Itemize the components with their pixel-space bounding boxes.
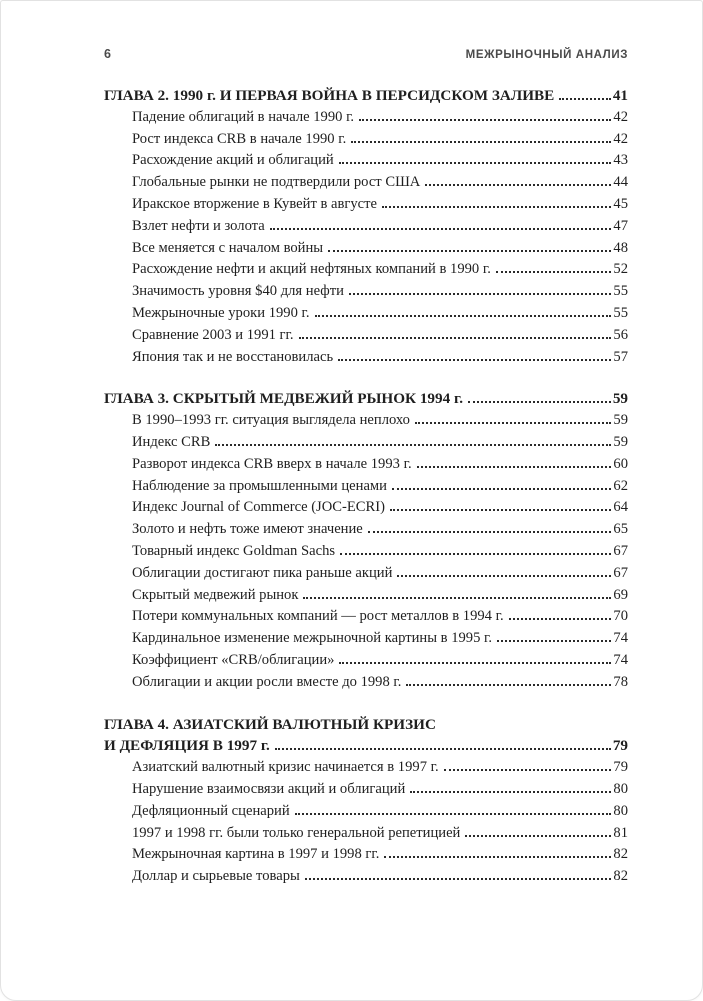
toc-chapter	[104, 85, 628, 368]
toc-entry	[104, 541, 628, 563]
toc-entry	[104, 497, 628, 519]
leader-dots	[340, 553, 611, 555]
toc-entry	[104, 129, 628, 151]
entry-page-number: 60	[613, 455, 628, 472]
leader-dots	[305, 878, 612, 880]
entry-page-number: 42	[613, 108, 628, 125]
entry-page-number: 59	[613, 412, 628, 429]
toc-entry	[104, 757, 628, 779]
toc-entry	[104, 347, 628, 369]
entry-title: Расхождение нефти и акций нефтяных компаний в 1990 г.	[132, 261, 491, 278]
entry-title: Наблюдение за промышленными ценами	[132, 477, 387, 494]
entry-title: Индекс CRB	[132, 433, 211, 450]
leader-dots	[496, 271, 612, 273]
entry-title: Кардинальное изменение межрыночной картины в 1995 г.	[132, 630, 493, 647]
leader-dots	[444, 769, 612, 771]
entry-page-number: 82	[613, 868, 628, 885]
entry-page-number: 81	[613, 824, 628, 841]
toc-entry	[104, 866, 628, 888]
leader-dots	[390, 509, 611, 511]
entry-title: Облигации и акции росли вместе до 1998 г.	[132, 673, 402, 690]
page-header	[104, 47, 628, 61]
leader-dots	[359, 119, 611, 121]
leader-dots	[425, 184, 611, 186]
entry-title: 1997 и 1998 гг. были только генеральной репетицией	[132, 824, 461, 841]
entry-title: Взлет нефти и золота	[132, 217, 265, 234]
leader-dots	[415, 422, 611, 424]
toc-entry	[104, 107, 628, 129]
entry-title: Азиатский валютный кризис начинается в 1997 г.	[132, 759, 439, 776]
leader-dots	[295, 813, 612, 815]
leader-dots	[215, 444, 611, 446]
chapter-heading	[104, 714, 628, 758]
entry-title: В 1990–1993 гг. ситуация выглядела неплохо	[132, 412, 410, 429]
toc-entry	[104, 325, 628, 347]
chapter-page-number: 59	[612, 390, 628, 408]
leader-dots	[338, 359, 611, 361]
toc-entry	[104, 476, 628, 498]
toc-entry	[104, 432, 628, 454]
leader-dots	[406, 684, 611, 686]
leader-dots	[339, 662, 611, 664]
entry-page-number: 69	[613, 586, 628, 603]
chapter-entries	[104, 757, 628, 888]
chapter-title: ГЛАВА 2. 1990 г. И ПЕРВАЯ ВОЙНА В ПЕРСИДСКОМ ЗАЛИВЕ	[104, 87, 555, 104]
leader-dots	[497, 640, 611, 642]
entry-title: Товарный индекс Goldman Sachs	[132, 542, 336, 559]
entry-title: Сравнение 2003 и 1991 гг.	[132, 326, 294, 343]
chapter-heading-row	[104, 735, 628, 757]
leader-dots	[465, 835, 611, 837]
entry-page-number: 55	[613, 304, 628, 321]
entry-page-number: 80	[613, 802, 628, 819]
leader-dots	[382, 206, 611, 208]
entry-title: Все меняется с началом войны	[132, 239, 324, 256]
entry-title: Рост индекса CRB в начале 1990 г.	[132, 130, 347, 147]
chapter-title: И ДЕФЛЯЦИЯ В 1997 г.	[104, 737, 270, 755]
toc-entry	[104, 303, 628, 325]
toc-entry	[104, 216, 628, 238]
toc-entry	[104, 672, 628, 694]
toc-entry	[104, 150, 628, 172]
entry-title: Разворот индекса CRB вверх в начале 1993 г.	[132, 455, 412, 472]
chapter-page-number: 41	[612, 87, 628, 104]
toc-entry	[104, 259, 628, 281]
leader-dots	[349, 293, 612, 295]
leader-dots	[315, 315, 612, 317]
toc-chapter	[104, 714, 628, 888]
toc-entry	[104, 606, 628, 628]
toc-entry	[104, 194, 628, 216]
entry-title: Значимость уровня $40 для нефти	[132, 283, 344, 300]
toc-entry	[104, 172, 628, 194]
toc-entry	[104, 801, 628, 823]
entry-page-number: 67	[613, 564, 628, 581]
leader-dots	[275, 748, 611, 750]
entry-page-number: 70	[613, 608, 628, 625]
chapter-entries	[104, 410, 628, 693]
leader-dots	[509, 618, 612, 620]
toc-entry	[104, 650, 628, 672]
toc-entry	[104, 585, 628, 607]
chapter-heading	[104, 388, 628, 410]
toc-entry	[104, 628, 628, 650]
toc-entry	[104, 410, 628, 432]
chapter-page-number: 79	[612, 737, 628, 755]
entry-title: Падение облигаций в начале 1990 г.	[132, 108, 355, 125]
chapter-heading	[104, 85, 628, 107]
toc-chapter	[104, 388, 628, 693]
entry-page-number: 47	[613, 217, 628, 234]
entry-page-number: 78	[613, 673, 628, 690]
entry-page-number: 82	[613, 846, 628, 863]
entry-title: Расхождение акций и облигаций	[132, 152, 334, 169]
toc-entry	[104, 519, 628, 541]
chapter-title-line1: ГЛАВА 4. АЗИАТСКИЙ ВАЛЮТНЫЙ КРИЗИС	[104, 715, 436, 733]
entry-page-number: 42	[613, 130, 628, 147]
leader-dots	[410, 791, 611, 793]
entry-title: Доллар и сырьевые товары	[132, 868, 300, 885]
toc-entry	[104, 823, 628, 845]
leader-dots	[384, 856, 611, 858]
leader-dots	[351, 141, 611, 143]
chapter-title: ГЛАВА 3. СКРЫТЫЙ МЕДВЕЖИЙ РЫНОК 1994 г.	[104, 390, 463, 408]
leader-dots	[468, 401, 611, 403]
leader-dots	[397, 575, 611, 577]
entry-title: Золото и нефть тоже имеют значение	[132, 521, 363, 538]
entry-page-number: 59	[613, 433, 628, 450]
entry-page-number: 43	[613, 152, 628, 169]
entry-title: Межрыночная картина в 1997 и 1998 гг.	[132, 846, 380, 863]
chapter-entries	[104, 107, 628, 369]
entry-page-number: 48	[613, 239, 628, 256]
toc-entry	[104, 779, 628, 801]
leader-dots	[270, 228, 612, 230]
chapter-heading-row	[104, 85, 628, 107]
leader-dots	[328, 250, 611, 252]
entry-page-number: 79	[613, 759, 628, 776]
leader-dots	[303, 597, 611, 599]
page-number: 6	[104, 47, 111, 61]
leader-dots	[339, 162, 612, 164]
leader-dots	[559, 98, 611, 100]
entry-title: Облигации достигают пика раньше акций	[132, 564, 393, 581]
entry-title: Дефляционный сценарий	[132, 802, 290, 819]
leader-dots	[417, 466, 612, 468]
entry-title: Иракское вторжение в Кувейт в августе	[132, 195, 377, 212]
entry-page-number: 67	[613, 542, 628, 559]
entry-title: Глобальные рынки не подтвердили рост США	[132, 174, 421, 191]
toc-entry	[104, 454, 628, 476]
leader-dots	[368, 531, 612, 533]
entry-title: Индекс Journal of Commerce (JOC-ECRI)	[132, 499, 385, 516]
entry-page-number: 44	[613, 174, 628, 191]
entry-title: Япония так и не восстановилась	[132, 348, 334, 365]
entry-page-number: 62	[613, 477, 628, 494]
leader-dots	[392, 488, 611, 490]
toc-entry	[104, 563, 628, 585]
entry-title: Нарушение взаимосвязи акций и облигаций	[132, 780, 406, 797]
entry-page-number: 65	[613, 521, 628, 538]
running-header: МЕЖРЫНОЧНЫЙ АНАЛИЗ	[465, 49, 628, 61]
entry-page-number: 80	[613, 780, 628, 797]
entry-title: Коэффициент «CRB/облигации»	[132, 651, 335, 668]
entry-page-number: 74	[613, 630, 628, 647]
entry-page-number: 57	[613, 348, 628, 365]
entry-title: Межрыночные уроки 1990 г.	[132, 304, 310, 321]
entry-page-number: 56	[613, 326, 628, 343]
entry-page-number: 55	[613, 283, 628, 300]
toc-entry	[104, 844, 628, 866]
table-of-contents	[104, 85, 628, 888]
entry-page-number: 45	[613, 195, 628, 212]
entry-page-number: 74	[613, 651, 628, 668]
entry-title: Скрытый медвежий рынок	[132, 586, 299, 603]
entry-page-number: 52	[613, 261, 628, 278]
toc-entry	[104, 281, 628, 303]
leader-dots	[299, 337, 612, 339]
entry-title: Потери коммунальных компаний — рост металлов в 1994 г.	[132, 608, 504, 625]
chapter-heading-row	[104, 388, 628, 410]
entry-page-number: 64	[613, 499, 628, 516]
toc-entry	[104, 238, 628, 260]
